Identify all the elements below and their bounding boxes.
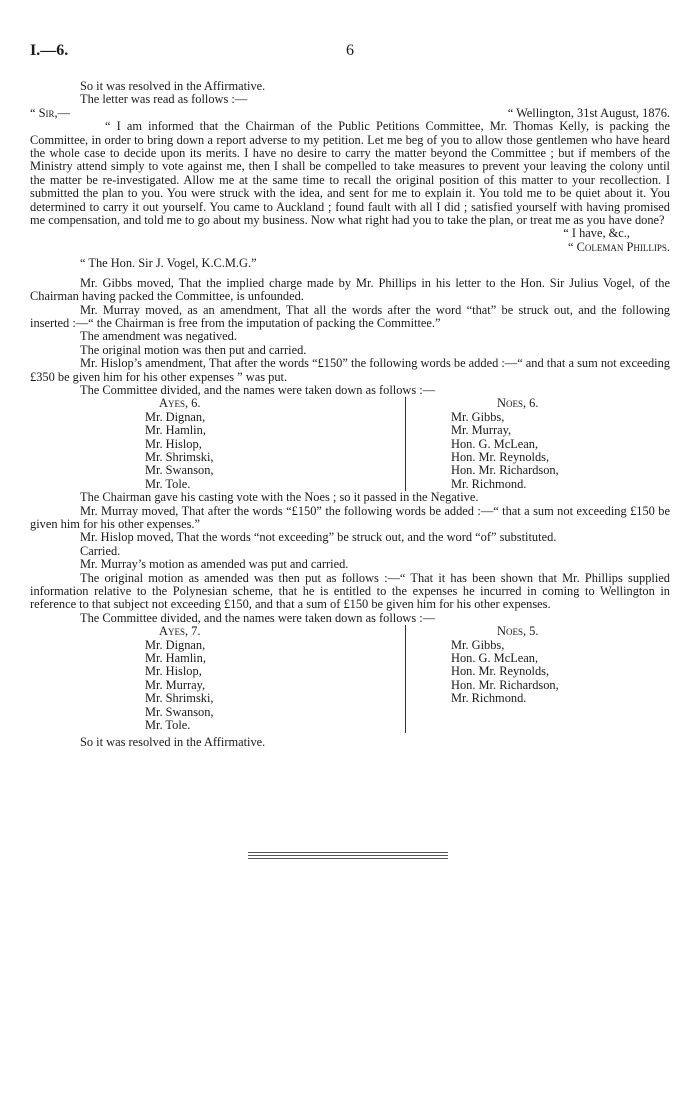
list-item: Hon. Mr. Richardson, [451, 677, 559, 692]
letter-closing: “ I have, &c., [563, 226, 630, 241]
list-item: Mr. Richmond. [451, 476, 527, 491]
paragraph: The letter was read as follows :— [80, 92, 248, 107]
list-item: Mr. Hislop, [145, 664, 202, 679]
division-list [30, 397, 670, 491]
list-item: Hon. G. McLean, [451, 651, 539, 666]
paragraph: Mr. Hislop moved, That the words “not exceeding” be struck out, and the word “of” substituted. [80, 530, 557, 545]
division-list [30, 625, 670, 732]
paragraph: The amendment was negatived. [80, 329, 237, 344]
list-item: Mr. Dignan, [145, 409, 206, 424]
page-number: 6 [346, 42, 354, 59]
paragraph: Mr. Gibbs moved, That the implied charge made by Mr. Phillips in his letter to the Hon. Sir Julius Vogel, of the Chairman having packed the Committee, is unfounded. [30, 275, 670, 304]
paragraph: Mr. Hislop’s amendment, That after the words “£150” the following words be added :—“ and that a sum not exceeding £350 be given him for his other expenses ” was put. [30, 356, 670, 384]
list-item: Mr. Shrimski, [145, 691, 214, 706]
noes-column [451, 625, 651, 732]
list-item: Hon. Mr. Richardson, [451, 463, 559, 478]
paragraph: Mr. Murray’s motion as amended was put and carried. [80, 557, 349, 572]
list-item: Hon. G. McLean, [451, 436, 539, 451]
letter-date: “ Wellington, 31st August, 1876. [507, 105, 670, 120]
list-item: Mr. Tole. [145, 476, 191, 491]
noes-heading: Noes, 5. [497, 624, 539, 639]
list-item: Mr. Hamlin, [145, 423, 206, 438]
document-body [30, 80, 670, 749]
list-item: Hon. Mr. Reynolds, [451, 664, 550, 679]
list-item: Mr. Murray, [145, 677, 206, 692]
paragraph: The original motion as amended was then put as follows :—“ That it has been shown that Mr. Phillips supplied information relative to the Polynesian scheme, that he is entitled to the expenses he incurred in coming to Wellington in reference to that subject not exceeding £150, and that a sum of £150 be given him for his other expenses. [30, 570, 670, 612]
paragraph: The Chairman gave his casting vote with the Noes ; so it passed in the Negative. [80, 490, 479, 505]
letter-body: “ I am informed that the Chairman of the Public Petitions Committee, Mr. Thomas Kelly, is packing the Committee, in order to bring down a report adverse to my petition. Let me beg of you to allow those gentlemen who have heard the whole case to decide upon its merits. I have no desire to carry the matter beyond the Committee ; but if members of the Ministry attend simply to vote against me, then I shall be compelled to take measures to prevent your leaving the colony until the matter be re-investigated. Allow me at the same time to recall the original position of this matter to your recollection. I submitted the plan to you. You were struck with the idea, and sent for me to explain it. You told me to be quiet about it. You determined to carry it out yourself. You came to Auckland ; found fault with all I did ; satisfied yourself with having promised me compensation, and told me to go about my business. Now what right had you to take the plan, or treat me as you have done? [30, 119, 670, 228]
paragraph: Carried. [80, 543, 121, 558]
paragraph: The Committee divided, and the names were taken down as follows :— [80, 610, 436, 625]
ayes-column [145, 397, 345, 491]
list-item: Mr. Hislop, [145, 436, 202, 451]
list-item: Mr. Richmond. [451, 691, 527, 706]
paragraph: So it was resolved in the Affirmative. [80, 79, 266, 93]
paragraph: Mr. Murray moved, as an amendment, That all the words after the word “that” be struck out, and the following inserted :—“ the Chairman is free from the imputation of packing the Committee.” [30, 302, 670, 330]
column-divider [405, 625, 406, 732]
ayes-column [145, 625, 345, 732]
letter-signature: “ Coleman Phillips. [568, 239, 670, 254]
list-item: Mr. Tole. [145, 718, 191, 733]
noes-column [451, 397, 651, 491]
letter-heading [30, 107, 670, 120]
list-item: Mr. Murray, [451, 423, 512, 438]
column-divider [405, 397, 406, 491]
list-item: Mr. Swanson, [145, 463, 214, 478]
letter-addressee: “ The Hon. Sir J. Vogel, K.C.M.G.” [80, 256, 257, 271]
list-item: Mr. Dignan, [145, 637, 206, 652]
ayes-heading: Ayes, 6. [159, 396, 201, 411]
document-reference: I.—6. [30, 42, 69, 59]
paragraph: So it was resolved in the Affirmative. [80, 734, 266, 749]
list-item: Mr. Gibbs, [451, 637, 505, 652]
paragraph: The Committee divided, and the names were taken down as follows :— [80, 382, 436, 397]
list-item: Mr. Shrimski, [145, 449, 214, 464]
ayes-heading: Ayes, 7. [159, 624, 201, 639]
paragraph: Mr. Murray moved, That after the words “£150” the following words be added :—“ that a sum not exceeding £150 be given him for his other expenses.” [30, 503, 670, 531]
noes-heading: Noes, 6. [497, 396, 539, 411]
list-item: Mr. Hamlin, [145, 651, 206, 666]
list-item: Mr. Gibbs, [451, 409, 505, 424]
list-item: Hon. Mr. Reynolds, [451, 449, 550, 464]
closing-rule [248, 852, 448, 861]
list-item: Mr. Swanson, [145, 704, 214, 719]
letter-salutation: “ Sir,— [30, 105, 70, 120]
paragraph: The original motion was then put and carried. [80, 342, 307, 357]
